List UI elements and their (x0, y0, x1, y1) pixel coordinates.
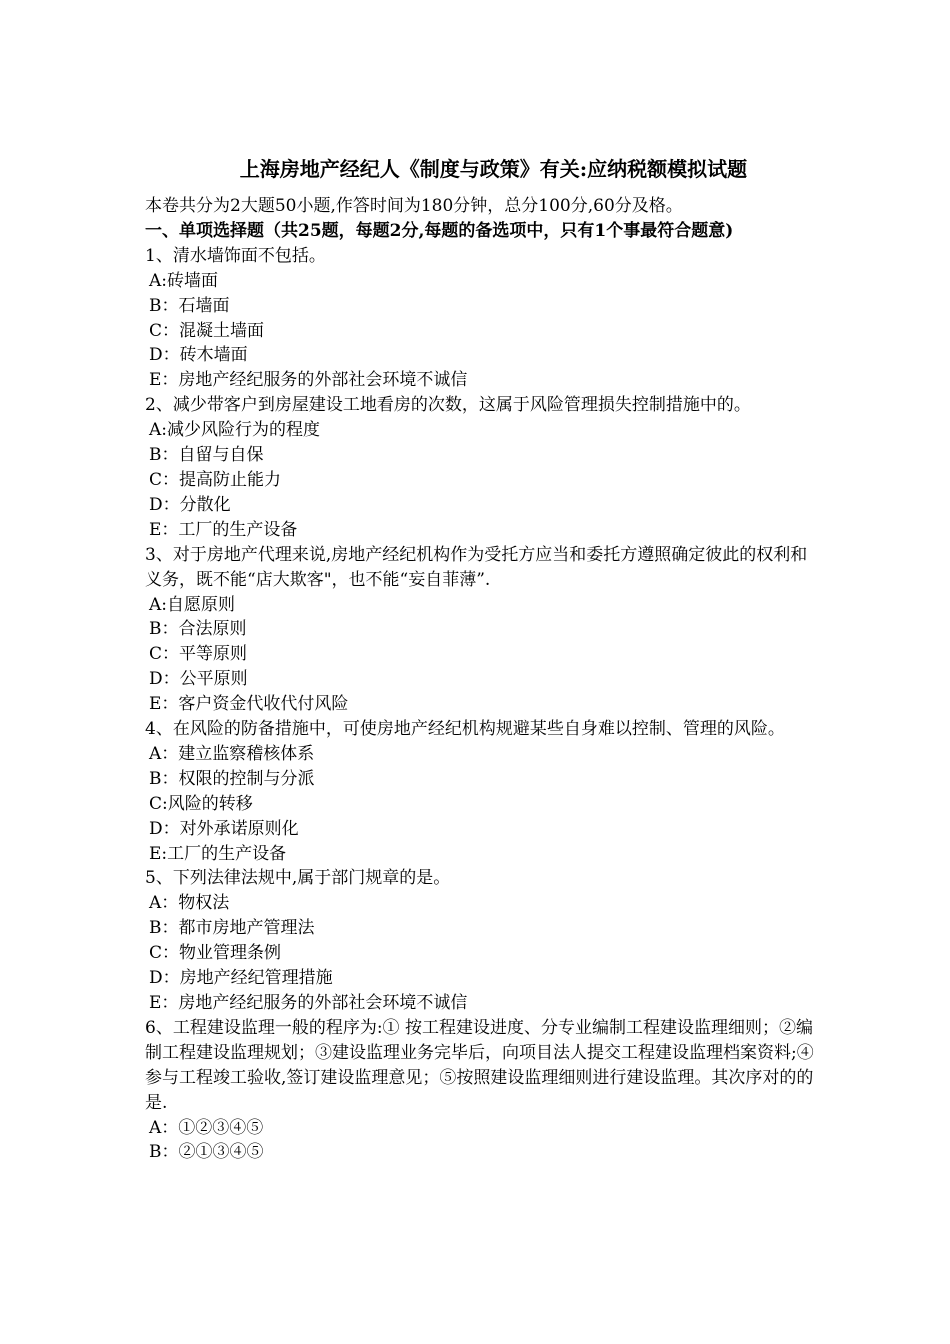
option-c: C：混凝土墙面 (149, 320, 265, 341)
question-stem: 3、对于房地产代理来说,房地产经纪机构作为受托方应当和委托方遵照确定彼此的权利和义务，既不能“店大欺客"，也不能“妄自菲薄”. (145, 544, 808, 590)
option-e: E：工厂的生产设备 (149, 519, 298, 540)
question-5 (145, 866, 820, 1015)
document-page (145, 152, 820, 1165)
question-stem: 1、清水墙饰面不包括。 (145, 245, 326, 266)
option-e: E：房地产经纪服务的外部社会环境不诚信 (149, 993, 468, 1013)
question-stem: 5、下列法律法规中,属于部门规章的是。 (145, 868, 451, 889)
question-1 (145, 244, 820, 393)
option-b: B：合法原则 (149, 619, 247, 640)
option-c: C：物业管理条例 (149, 943, 282, 964)
option-a: A:自愿原则 (149, 594, 236, 615)
option-b: B：石墙面 (149, 295, 230, 316)
option-c: C:风险的转移 (149, 793, 253, 814)
option-d: D：分散化 (149, 494, 231, 515)
option-e: E:工厂的生产设备 (149, 843, 287, 864)
document-title: 上海房地产经纪人《制度与政策》有关:应纳税额模拟试题 (239, 157, 748, 181)
question-stem: 2、减少带客户到房屋建设工地看房的次数，这属于风险管理损失控制措施中的。 (145, 395, 751, 416)
question-4 (145, 717, 820, 866)
option-a: A:减少风险行为的程度 (149, 420, 321, 441)
option-e: E：客户资金代收代付风险 (149, 694, 349, 715)
option-b: B：②①③④⑤ (149, 1142, 264, 1163)
question-stem: 6、工程建设监理一般的程序为:① 按工程建设进度、分专业编制工程建设监理细则；②编制工程建设监理规划；③建设监理业务完毕后，向项目法人提交工程建设监理档案资料;④ 参与工程竣工验收,签订建设监理意见；⑤按照建设监理细则进行建设监理。其次序对的的是. (145, 1017, 814, 1113)
question-2 (145, 393, 820, 542)
option-a: A：①②③④⑤ (149, 1117, 264, 1138)
option-e: E：房地产经纪服务的外部社会环境不诚信 (149, 370, 468, 391)
option-b: B：权限的控制与分派 (149, 768, 315, 789)
option-a: A：物权法 (149, 893, 230, 914)
option-a: A:砖墙面 (149, 270, 219, 291)
option-b: B：都市房地产管理法 (149, 918, 315, 939)
section-heading: 一、单项选择题（共25题，每题2分,每题的备选项中，只有1个事最符合题意) (145, 220, 734, 241)
option-d: D：对外承诺原则化 (149, 818, 299, 839)
question-3 (145, 543, 820, 717)
option-c: C：提高防止能力 (149, 469, 282, 490)
exam-intro: 本卷共分为2大题50小题,作答时间为180分钟，总分100分,60分及格。 (145, 196, 683, 216)
option-a: A：建立监察稽核体系 (149, 743, 315, 764)
question-6 (145, 1016, 820, 1165)
option-b: B：自留与自保 (149, 445, 264, 466)
option-c: C：平等原则 (149, 644, 248, 665)
option-d: D：砖木墙面 (149, 345, 248, 366)
option-d: D：房地产经纪管理措施 (149, 968, 333, 989)
question-stem: 4、在风险的防备措施中，可使房地产经纪机构规避某些自身难以控制、管理的风险。 (145, 719, 785, 740)
option-d: D：公平原则 (149, 669, 248, 690)
